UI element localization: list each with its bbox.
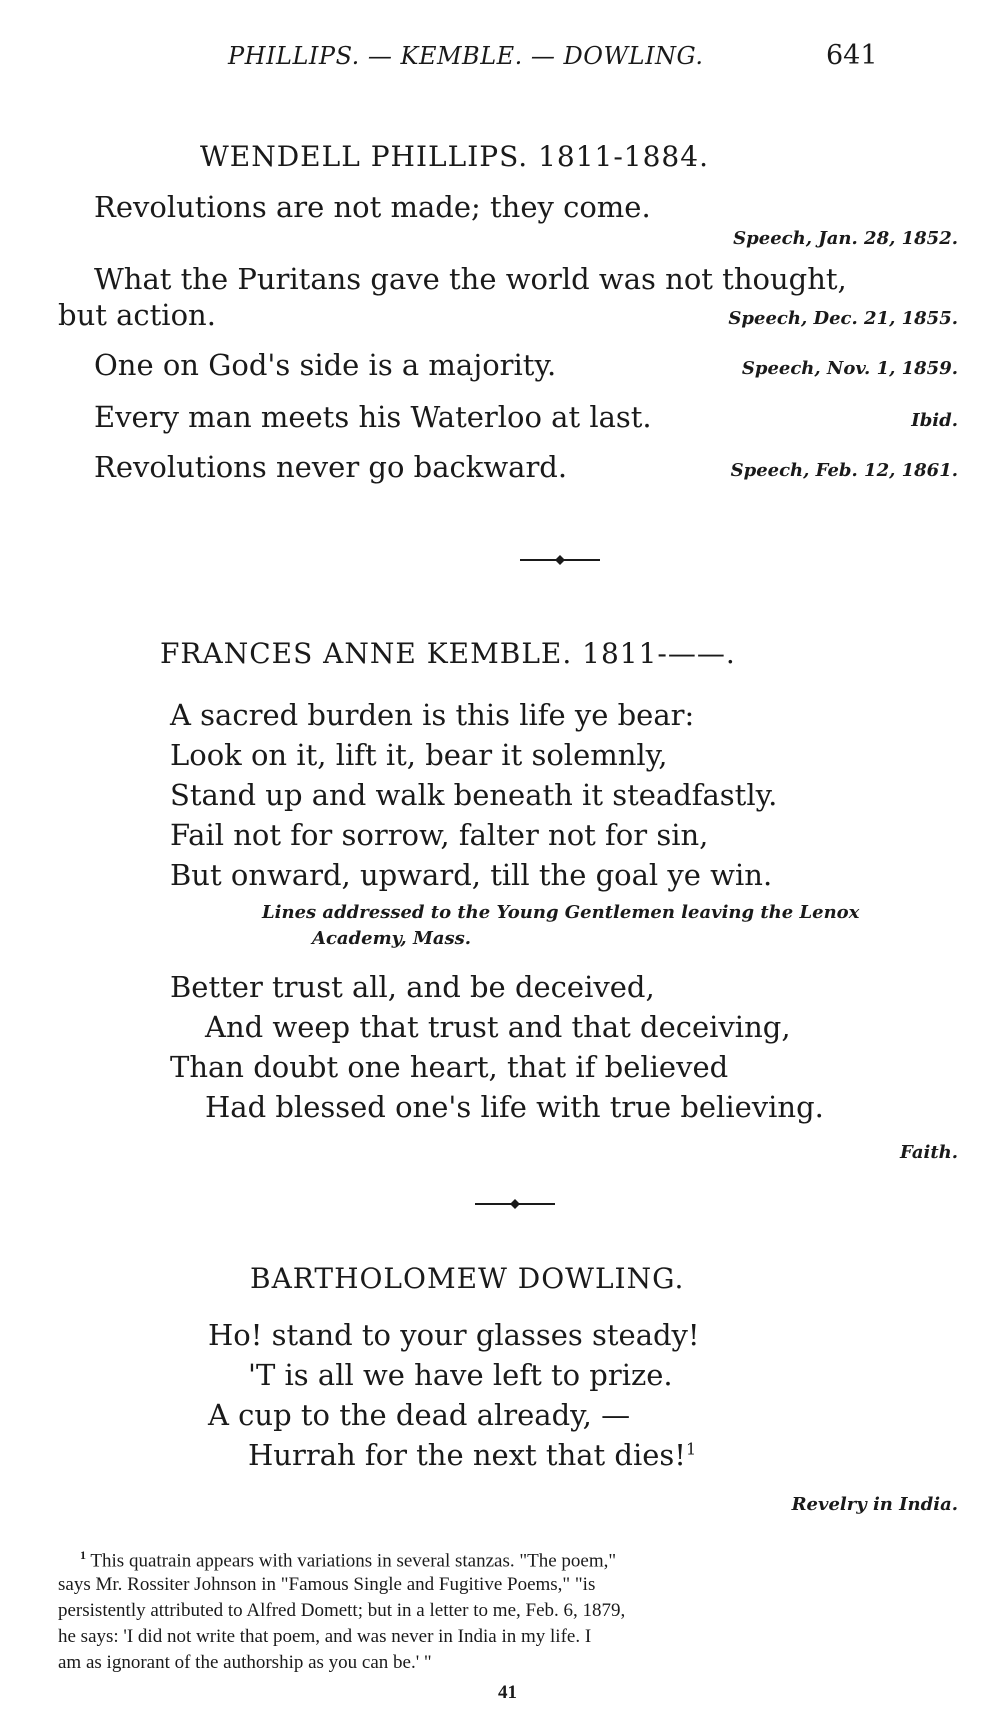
poem-line: Had blessed one's life with true believing. bbox=[205, 1090, 824, 1124]
poem-line: A sacred burden is this life ye bear: bbox=[170, 698, 695, 732]
section-title-kemble: FRANCES ANNE KEMBLE. 1811-——. bbox=[160, 637, 736, 670]
footnote-marker: 1 bbox=[685, 1439, 697, 1459]
poem-line: Fail not for sorrow, falter not for sin, bbox=[170, 818, 709, 852]
signature-mark: 41 bbox=[498, 1682, 517, 1703]
quote-text: Revolutions never go backward. bbox=[94, 450, 568, 484]
footnote-marker: 1 bbox=[80, 1548, 86, 1562]
quote-text: but action. bbox=[58, 298, 216, 332]
footnote-line: persistently attributed to Alfred Domett; but in a letter to me, Feb. 6, 1879, bbox=[58, 1600, 626, 1621]
footnote-line: he says: 'I did not write that poem, and was never in India in my life. I bbox=[58, 1626, 592, 1647]
poem-line bbox=[248, 1438, 696, 1472]
section-title-phillips: WENDELL PHILLIPS. 1811-1884. bbox=[200, 140, 709, 173]
quote-source: Ibid. bbox=[911, 410, 958, 431]
footnote-line: am as ignorant of the authorship as you can be.' " bbox=[58, 1652, 432, 1673]
quote-text: Revolutions are not made; they come. bbox=[94, 190, 651, 224]
poem-source: Academy, Mass. bbox=[312, 928, 472, 949]
section-divider-ornament bbox=[520, 552, 600, 568]
running-header: PHILLIPS. — KEMBLE. — DOWLING. bbox=[228, 42, 704, 70]
quote-source: Speech, Dec. 21, 1855. bbox=[728, 308, 958, 329]
footnote-line bbox=[80, 1548, 616, 1572]
section-title-dowling: BARTHOLOMEW DOWLING. bbox=[250, 1262, 685, 1295]
poem-line: A cup to the dead already, — bbox=[208, 1398, 631, 1432]
poem-line: Ho! stand to your glasses steady! bbox=[208, 1318, 700, 1352]
quote-source: Speech, Nov. 1, 1859. bbox=[741, 358, 958, 379]
poem-line: Than doubt one heart, that if believed bbox=[170, 1050, 729, 1084]
poem-line: But onward, upward, till the goal ye win. bbox=[170, 858, 773, 892]
poem-line: 'T is all we have left to prize. bbox=[248, 1358, 673, 1392]
poem-line: Stand up and walk beneath it steadfastly. bbox=[170, 778, 778, 812]
quote-text: One on God's side is a majority. bbox=[94, 348, 557, 382]
footnote-text: This quatrain appears with variations in several stanzas. "The poem," bbox=[90, 1550, 617, 1572]
quote-source: Speech, Feb. 12, 1861. bbox=[730, 460, 958, 481]
poem-line: Look on it, lift it, bear it solemnly, bbox=[170, 738, 668, 772]
quote-source: Speech, Jan. 28, 1852. bbox=[733, 228, 958, 249]
footnote-line: says Mr. Rossiter Johnson in "Famous Single and Fugitive Poems," "is bbox=[58, 1574, 596, 1595]
quote-text: What the Puritans gave the world was not thought, bbox=[94, 262, 847, 296]
page-number: 641 bbox=[826, 40, 878, 71]
poem-line-text: Hurrah for the next that dies! bbox=[248, 1438, 686, 1472]
poem-source: Faith. bbox=[900, 1142, 958, 1163]
poem-line: And weep that trust and that deceiving, bbox=[205, 1010, 791, 1044]
poem-line: Better trust all, and be deceived, bbox=[170, 970, 655, 1004]
poem-source: Lines addressed to the Young Gentlemen leaving the Lenox bbox=[262, 902, 860, 923]
section-divider-ornament bbox=[475, 1196, 555, 1212]
poem-source: Revelry in India. bbox=[791, 1494, 958, 1515]
quote-text: Every man meets his Waterloo at last. bbox=[94, 400, 652, 434]
